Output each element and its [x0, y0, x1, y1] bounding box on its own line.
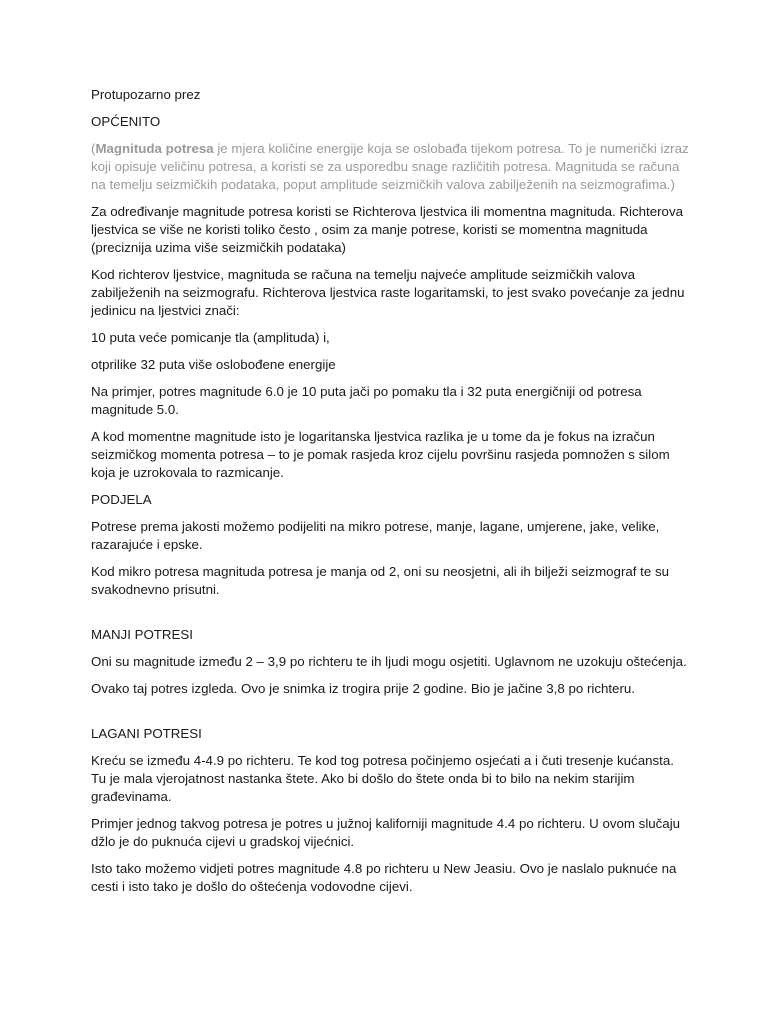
paragraph-division: Potrese prema jakosti možemo podijeliti na mikro potrese, manje, lagane, umjerene, jake, velike, razarajuće i epske. — [91, 519, 660, 552]
paragraph-minor-1: Oni su magnitude između 2 – 3,9 po richteru te ih ljudi mogu osjetiti. Uglavnom ne uzokuju oštećenja. — [91, 654, 687, 669]
intro-open-paren: ( — [91, 141, 96, 156]
paragraph-light-1: Kreću se između 4-4.9 po richteru. Te kod tog potresa počinjemo osjećati a i čuti tresenje kućansta. Tu je mala vjerojatnost nastanka štete. Ako bi došlo do štete onda bi to bilo na nekim starijim građevinama. — [91, 753, 674, 804]
paragraph-energy: otprilike 32 puta više oslobođene energije — [91, 357, 336, 372]
document-title: Protupozarno prez — [91, 87, 201, 102]
intro-bold-term: Magnituda potresa — [95, 141, 214, 156]
paragraph-amplitude: 10 puta veće pomicanje tla (amplituda) i, — [91, 330, 330, 345]
document-page — [91, 86, 691, 905]
section-heading-minor: MANJI POTRESI — [91, 627, 193, 642]
paragraph-micro: Kod mikro potresa magnituda potresa je manja od 2, oni su neosjetni, ali ih bilježi seizmograf te su svakodnevno prisutni. — [91, 564, 669, 597]
paragraph-richter-scale: Kod richterov ljestvice, magnituda se računa na temelju najveće amplitude seizmičkih valova zabilježenih na seizmografu. Richterova ljestvica raste logaritamski, to jest svako povećanje za jednu jedinicu na ljestvici znači: — [91, 267, 685, 318]
section-heading-light: LAGANI POTRESI — [91, 726, 202, 741]
section-heading-division: PODJELA — [91, 492, 152, 507]
paragraph-light-2: Primjer jednog takvog potresa je potres u južnoj kaliforniji magnitude 4.4 po richteru. U ovom slučaju džlo je do puknuća cijevi u gradskoj vijećnici. — [91, 816, 681, 849]
paragraph-richter-intro: Za određivanje magnitude potresa koristi se Richterova ljestvica ili momentna magnituda. Richterova ljestvica se više ne koristi toliko često , osim za manje potrese, koristi se momentna magnituda (preciznija uzima više seizmičkih podataka) — [91, 204, 683, 255]
intro-paragraph — [91, 140, 691, 194]
paragraph-moment-magnitude: A kod momentne magnitude isto je logaritanska ljestvica razlika je u tome da je fokus na izračun seizmičkog momenta potresa – to je pomak rasjeda kroz cijelu površinu rasjeda pomnožen s silom koja je uzrokovala to razmicanje. — [91, 429, 670, 480]
section-heading-general: OPĆENITO — [91, 114, 161, 129]
paragraph-example: Na primjer, potres magnitude 6.0 je 10 puta jači po pomaku tla i 32 puta energičniji od potresa magnitude 5.0. — [91, 384, 642, 417]
intro-text: je mjera količine energije koja se oslobađa tijekom potresa. To je numerički izraz koji opisuje veličinu potresa, a koristi se za usporedbu snage različitih potresa. Magnituda se računa na temelju seizmičkih podataka, poput amplitude seizmičkih valova zabilježenih na seizmografima.) — [91, 141, 689, 192]
paragraph-minor-2: Ovako taj potres izgleda. Ovo je snimka iz trogira prije 2 godine. Bio je jačine 3,8 po richteru. — [91, 681, 635, 696]
paragraph-light-3: Isto tako možemo vidjeti potres magnitude 4.8 po richteru u New Jeasiu. Ovo je naslalo puknuće na cesti i isto tako je došlo do oštećenja vodovodne cijevi. — [91, 861, 677, 894]
